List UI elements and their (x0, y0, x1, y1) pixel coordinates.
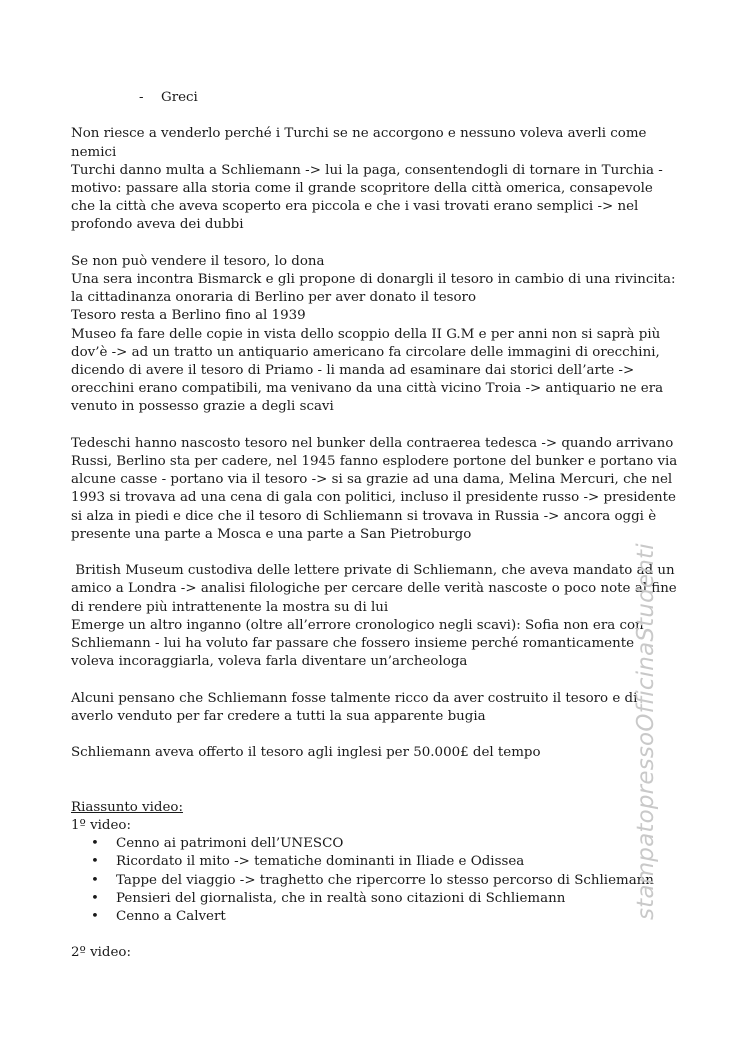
bullet-item: • Pensieri del giornalista, che in realtà sono citazioni di Schliemann (71, 890, 701, 908)
text-line: Alcuni pensano che Schliemann fosse talmente ricco da aver costruito il tesoro e di (71, 690, 638, 706)
dash-item-text: Greci (161, 90, 198, 105)
video1-label: 1º video: (71, 818, 131, 833)
dash-marker: - (139, 90, 144, 105)
paragraph-ricchezza (71, 690, 701, 726)
text-line: si alza in piedi e dice che il tesoro di Schliemann si trovava in Russia -> ancora oggi è (71, 508, 657, 524)
text-line: Russi, Berlino sta per cadere, nel 1945 fanno esplodere portone del bunker e portano via (71, 454, 678, 470)
text-line: dicendo di avere il tesoro di Priamo - li manda ad esaminare dai storici dell’arte -> (71, 363, 635, 379)
text-line: Schliemann - lui ha voluto far passare che fossero insieme perché romanticamente (71, 636, 635, 652)
text-line: venuto in possesso grazie a degli scavi (71, 399, 334, 415)
text-line: 1993 si trovava ad una cena di gala con politici, incluso il presidente russo -> presidente (71, 490, 676, 506)
text-line: Una sera incontra Bismarck e gli propone di donargli il tesoro in cambio di una rivincita: (71, 272, 676, 287)
text-line: Non riesce a venderlo perché i Turchi se ne accorgono e nessuno voleva averli come (71, 126, 647, 142)
text-line: Emerge un altro inganno (oltre all’errore cronologico negli scavi): Sofia non era con (71, 617, 644, 633)
document-page (71, 89, 701, 963)
paragraph-berlino (71, 253, 701, 417)
text-line: voleva incoraggiarla, voleva farla diventare un’archeologa (71, 654, 468, 670)
text-line: Museo fa fare delle copie in vista dello scoppio della II G.M e per anni non si saprà più (71, 326, 661, 342)
watermark: stampatopressoOfficinaStudenti (633, 543, 659, 920)
dash-list-item (71, 89, 701, 107)
text-line: motivo: passare alla storia come il grande scopritore della città omerica, consapevole (71, 181, 653, 196)
text-line: la cittadinanza onoraria di Berlino per aver donato il tesoro (71, 290, 477, 306)
paragraph-british-museum (71, 562, 701, 671)
text-line: Tedeschi hanno nascosto tesoro nel bunker della contraerea tedesca -> quando arrivano (71, 435, 674, 451)
text-line: presente una parte a Mosca e una parte a San Pietroburgo (71, 526, 472, 542)
bullet-item: • Tappe del viaggio -> traghetto che ripercorre lo stesso percorso di Schliemann (71, 872, 701, 890)
paragraph-offerta (71, 744, 701, 762)
text-line: Schliemann aveva offerto il tesoro agli inglesi per 50.000£ del tempo (71, 745, 541, 761)
text-line: che la città che aveva scoperto era piccola e che i vasi trovati erano semplici -> nel (71, 199, 639, 215)
bullet-item: • Cenno ai patrimoni dell’UNESCO (71, 835, 701, 853)
bullet-item: • Ricordato il mito -> tematiche dominanti in Iliade e Odissea (71, 853, 701, 871)
text-line: nemici (71, 144, 117, 160)
paragraph-bunker (71, 435, 701, 544)
text-line: dov’è -> ad un tratto un antiquario americano fa circolare delle immagini di orecchini, (71, 344, 660, 360)
summary-heading: Riassunto video: (71, 799, 183, 815)
text-line: Turchi danno multa a Schliemann -> lui la paga, consentendogli di tornare in Turchia - (71, 162, 663, 178)
text-line: amico a Londra -> analisi filologiche per cercare delle verità nascoste o poco note al fine (71, 581, 677, 597)
video2-label: 2º video: (71, 945, 131, 961)
paragraph-turchi (71, 125, 701, 234)
blank-line (71, 781, 701, 799)
text-line: British Museum custodiva delle lettere private di Schliemann, che aveva mandato ad un (71, 563, 675, 579)
bullet-item: • Cenno a Calvert (71, 908, 701, 926)
text-line: alcune casse - portano via il tesoro -> si sa grazie ad una dama, Melina Mercuri, che nel (71, 472, 673, 488)
video1-bullet-list (71, 835, 701, 926)
text-line: Tesoro resta a Berlino fino al 1939 (71, 308, 306, 324)
text-line: orecchini erano compatibili, ma venivano da una città vicino Troia -> antiquario ne era (71, 381, 664, 397)
text-line: di rendere più intrattenente la mostra su di lui (71, 599, 389, 615)
text-line: averlo venduto per far credere a tutti la sua apparente bugia (71, 708, 486, 724)
text-line: profondo aveva dei dubbi (71, 217, 244, 233)
text-line: Se non può vendere il tesoro, lo dona (71, 253, 325, 269)
